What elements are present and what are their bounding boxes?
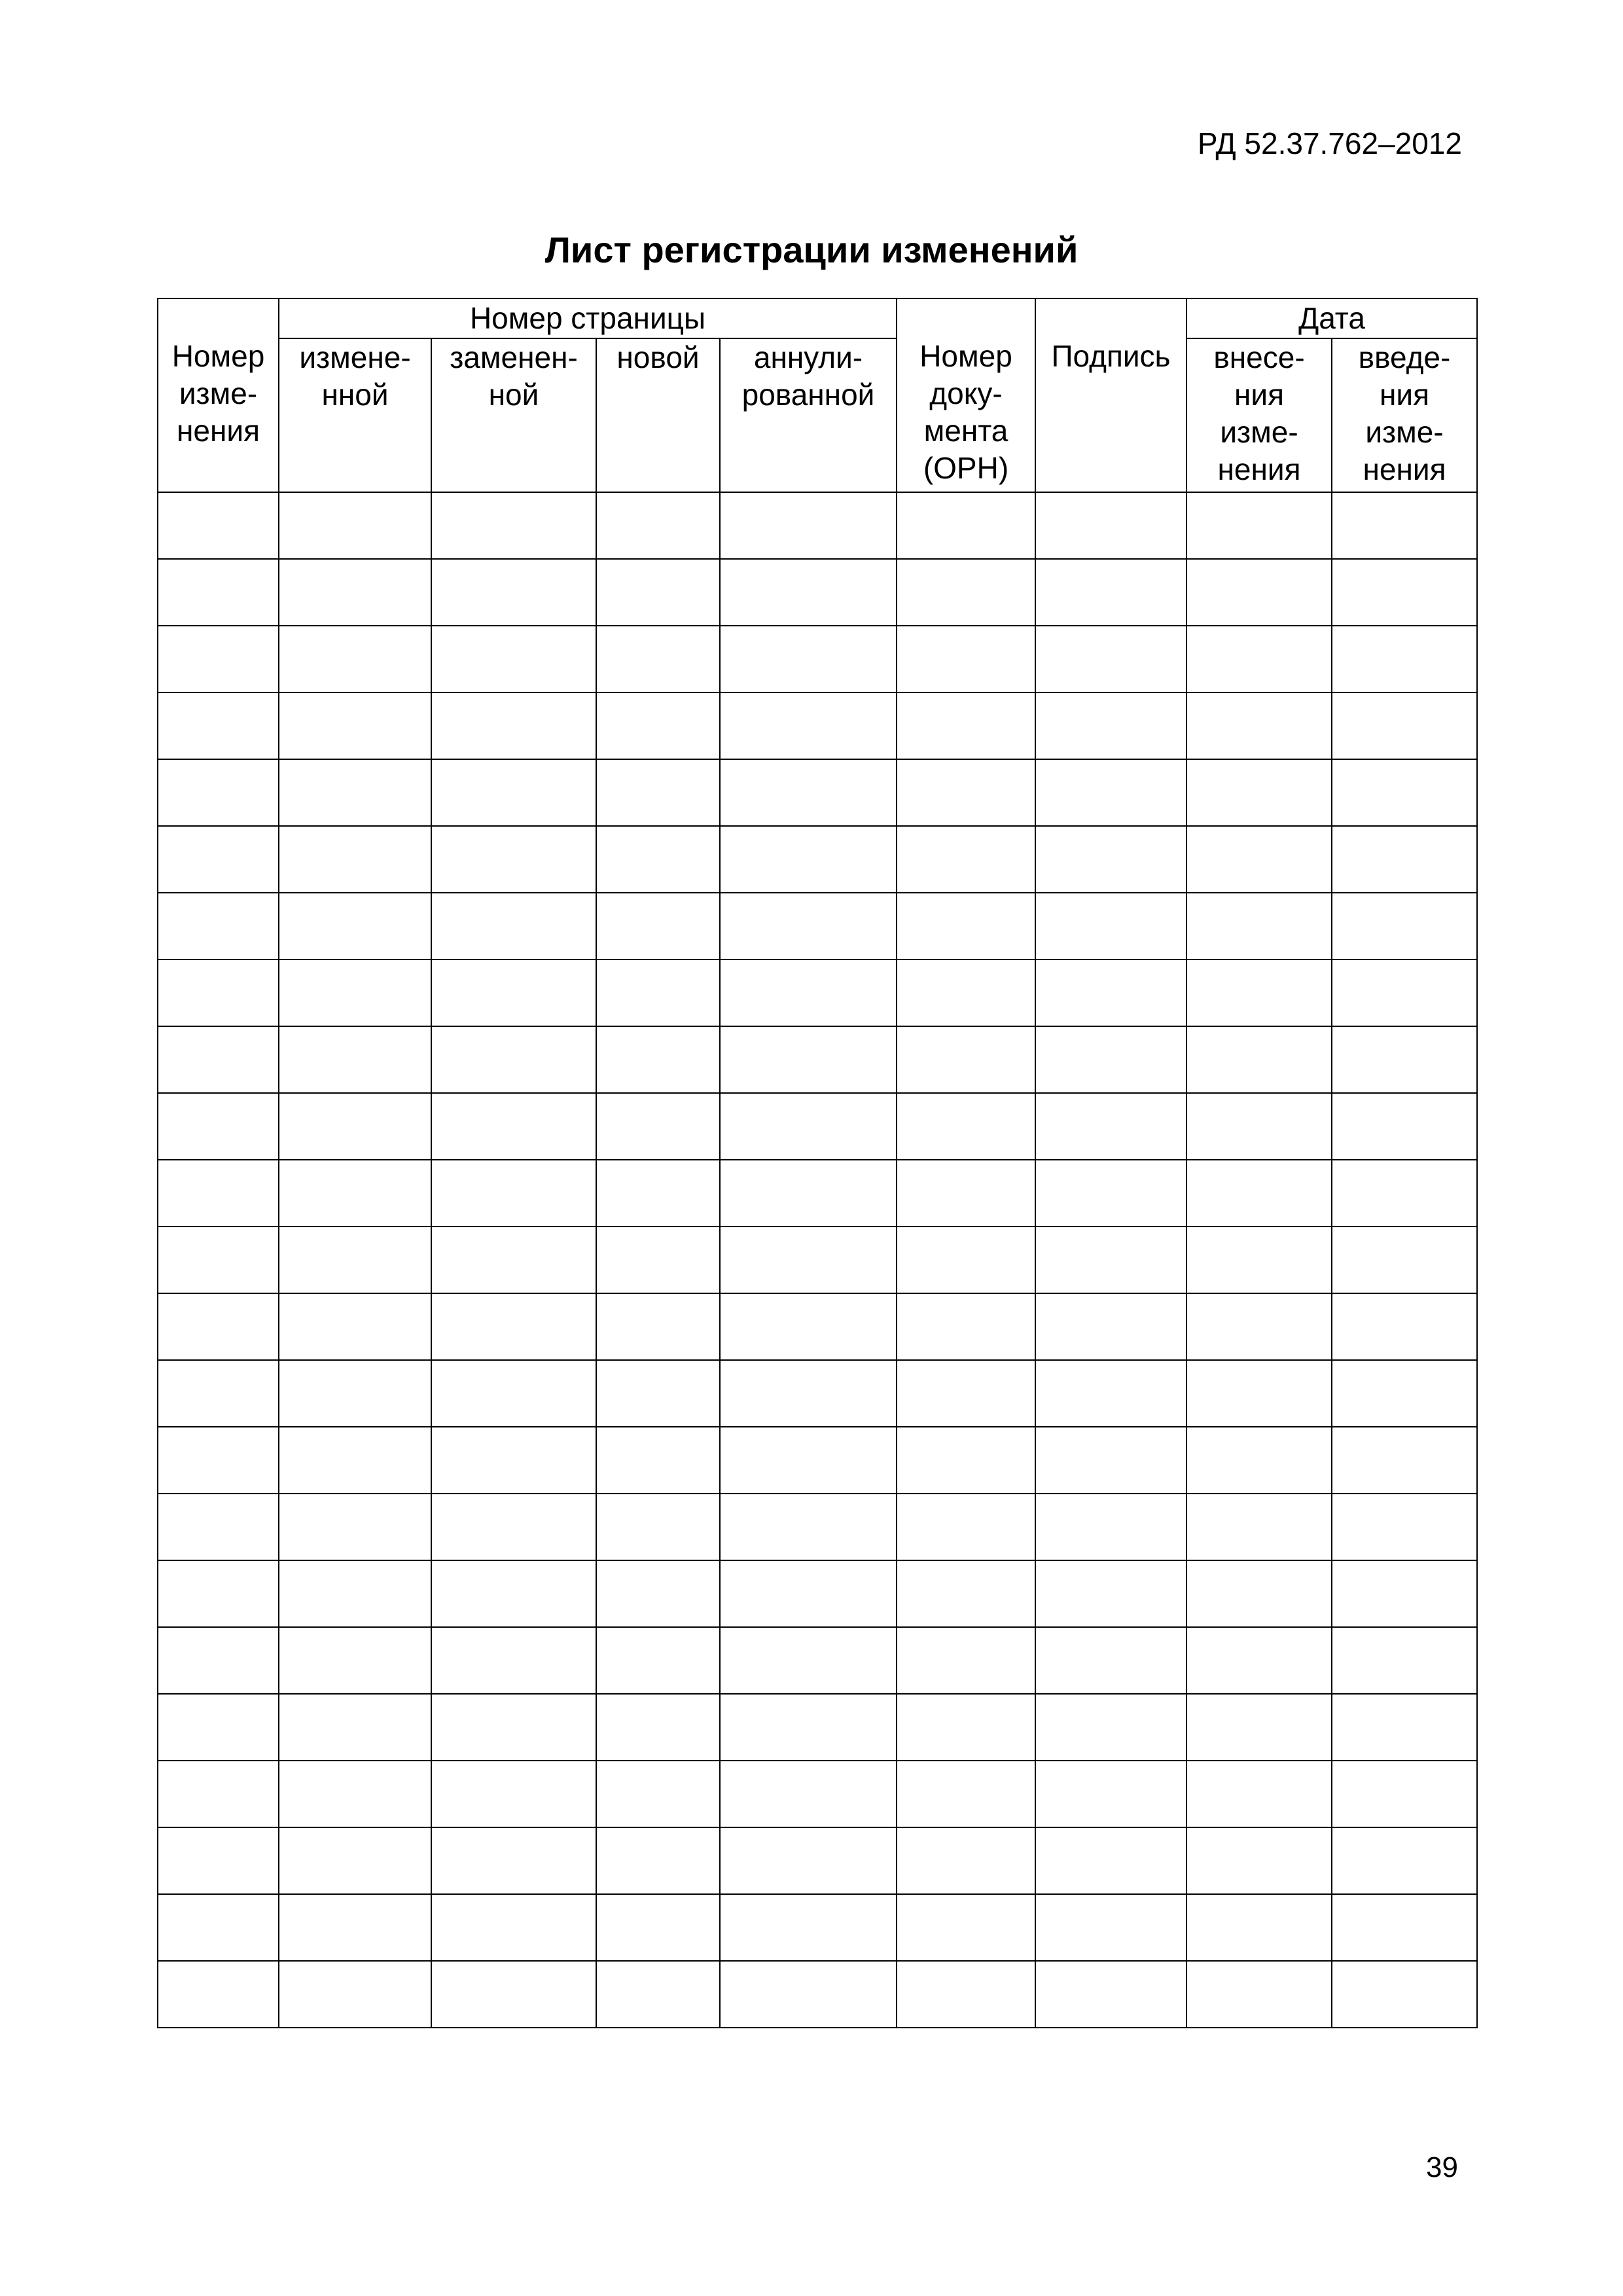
table-cell bbox=[897, 1427, 1035, 1494]
table-cell bbox=[158, 559, 279, 626]
table-cell bbox=[1035, 1894, 1186, 1961]
table-cell bbox=[1186, 1560, 1332, 1627]
table-cell bbox=[1332, 1427, 1477, 1494]
table-cell bbox=[1035, 1227, 1186, 1293]
table-row bbox=[158, 1560, 1477, 1627]
table-cell bbox=[720, 626, 897, 692]
table-cell bbox=[158, 1227, 279, 1293]
table-cell bbox=[279, 692, 431, 759]
table-row bbox=[158, 759, 1477, 826]
table-cell bbox=[897, 626, 1035, 692]
table-cell bbox=[158, 1093, 279, 1160]
table-cell bbox=[1332, 1293, 1477, 1360]
table-cell bbox=[158, 1961, 279, 2028]
table-row bbox=[158, 1360, 1477, 1427]
table-cell bbox=[596, 626, 720, 692]
table-cell bbox=[158, 1894, 279, 1961]
table-cell bbox=[1332, 1227, 1477, 1293]
table-cell bbox=[1332, 1827, 1477, 1894]
table-cell bbox=[596, 492, 720, 559]
table-cell bbox=[279, 1293, 431, 1360]
table-cell bbox=[1332, 1360, 1477, 1427]
table-cell bbox=[431, 960, 596, 1026]
table-cell bbox=[279, 893, 431, 960]
table-cell bbox=[1035, 1427, 1186, 1494]
table-cell bbox=[897, 1894, 1035, 1961]
table-row bbox=[158, 1761, 1477, 1827]
table-cell bbox=[431, 692, 596, 759]
table-cell bbox=[1186, 1761, 1332, 1827]
table-cell bbox=[1186, 1961, 1332, 2028]
table-cell bbox=[720, 1761, 897, 1827]
table-cell bbox=[1035, 626, 1186, 692]
table-row bbox=[158, 1227, 1477, 1293]
table-row bbox=[158, 1961, 1477, 2028]
table-cell bbox=[1035, 1093, 1186, 1160]
table-cell bbox=[279, 1360, 431, 1427]
table-cell bbox=[1035, 759, 1186, 826]
table-cell bbox=[596, 1494, 720, 1560]
table-cell bbox=[897, 1694, 1035, 1761]
table-cell bbox=[279, 826, 431, 893]
table-row bbox=[158, 1293, 1477, 1360]
table-cell bbox=[1035, 1961, 1186, 2028]
table-cell bbox=[431, 1761, 596, 1827]
table-cell bbox=[1035, 1293, 1186, 1360]
table-cell bbox=[279, 1494, 431, 1560]
table-cell bbox=[431, 1360, 596, 1427]
table-cell bbox=[279, 1694, 431, 1761]
table-cell bbox=[1186, 492, 1332, 559]
table-cell bbox=[897, 559, 1035, 626]
table-cell bbox=[720, 1627, 897, 1694]
table-cell bbox=[431, 1961, 596, 2028]
table-cell bbox=[1332, 1627, 1477, 1694]
table-cell bbox=[431, 559, 596, 626]
table-row bbox=[158, 826, 1477, 893]
table-cell bbox=[431, 893, 596, 960]
table-cell bbox=[720, 1427, 897, 1494]
table-cell bbox=[1186, 1093, 1332, 1160]
table-cell bbox=[1332, 1961, 1477, 2028]
table-cell bbox=[158, 1427, 279, 1494]
table-cell bbox=[1186, 1026, 1332, 1093]
table-cell bbox=[431, 1894, 596, 1961]
table-cell bbox=[897, 492, 1035, 559]
table-cell bbox=[1332, 759, 1477, 826]
table-cell bbox=[1186, 1227, 1332, 1293]
table-cell bbox=[1186, 1827, 1332, 1894]
table-cell bbox=[158, 626, 279, 692]
table-cell bbox=[720, 1560, 897, 1627]
change-registration-table bbox=[157, 298, 1478, 2028]
column-header-signature: Подпись bbox=[1035, 298, 1186, 492]
table-cell bbox=[431, 1560, 596, 1627]
table-cell bbox=[1186, 626, 1332, 692]
table-cell bbox=[1186, 1427, 1332, 1494]
table-cell bbox=[596, 1894, 720, 1961]
table-cell bbox=[1332, 1694, 1477, 1761]
table-cell bbox=[1035, 1827, 1186, 1894]
column-header-date-effective: введе- ния изме- нения bbox=[1332, 338, 1477, 492]
table-cell bbox=[897, 1160, 1035, 1227]
table-cell bbox=[897, 893, 1035, 960]
table-cell bbox=[1332, 1026, 1477, 1093]
table-cell bbox=[897, 1560, 1035, 1627]
table-cell bbox=[279, 492, 431, 559]
table-cell bbox=[720, 1961, 897, 2028]
table-cell bbox=[1186, 1694, 1332, 1761]
table-cell bbox=[897, 1293, 1035, 1360]
column-header-changed-page: измене- нной bbox=[279, 338, 431, 492]
table-cell bbox=[596, 1093, 720, 1160]
table-cell bbox=[596, 1293, 720, 1360]
table-cell bbox=[1332, 1494, 1477, 1560]
page-title: Лист регистрации изменений bbox=[544, 229, 1079, 270]
table-cell bbox=[596, 1427, 720, 1494]
table-cell bbox=[1035, 692, 1186, 759]
column-header-document-number: Номер доку- мента (ОРН) bbox=[897, 298, 1035, 492]
table-cell bbox=[596, 1761, 720, 1827]
table-cell bbox=[158, 1627, 279, 1694]
table-cell bbox=[279, 1427, 431, 1494]
table-row bbox=[158, 960, 1477, 1026]
table-cell bbox=[897, 692, 1035, 759]
document-code: РД 52.37.762–2012 bbox=[1197, 126, 1462, 160]
table-cell bbox=[596, 1827, 720, 1894]
table-cell bbox=[720, 1694, 897, 1761]
table-cell bbox=[596, 1694, 720, 1761]
table-cell bbox=[720, 1894, 897, 1961]
table-cell bbox=[158, 1360, 279, 1427]
table-row bbox=[158, 1160, 1477, 1227]
table-cell bbox=[431, 1160, 596, 1227]
table-cell bbox=[279, 960, 431, 1026]
table-cell bbox=[596, 559, 720, 626]
table-cell bbox=[158, 1761, 279, 1827]
table-cell bbox=[720, 559, 897, 626]
table-cell bbox=[1186, 893, 1332, 960]
table-row bbox=[158, 559, 1477, 626]
table-cell bbox=[1186, 692, 1332, 759]
table-cell bbox=[1332, 1560, 1477, 1627]
table-row bbox=[158, 1026, 1477, 1093]
table-cell bbox=[1332, 559, 1477, 626]
table-header bbox=[158, 298, 1477, 492]
table-cell bbox=[897, 1494, 1035, 1560]
table-cell bbox=[431, 1026, 596, 1093]
table-cell bbox=[897, 826, 1035, 893]
table-cell bbox=[279, 1894, 431, 1961]
table-row bbox=[158, 1093, 1477, 1160]
table-cell bbox=[431, 826, 596, 893]
table-cell bbox=[720, 692, 897, 759]
table-cell bbox=[1035, 1026, 1186, 1093]
table-row bbox=[158, 1494, 1477, 1560]
table-cell bbox=[279, 559, 431, 626]
table-cell bbox=[431, 1093, 596, 1160]
table-cell bbox=[897, 1360, 1035, 1427]
table-cell bbox=[1186, 559, 1332, 626]
table-row bbox=[158, 492, 1477, 559]
table-cell bbox=[1332, 1093, 1477, 1160]
table-cell bbox=[279, 1227, 431, 1293]
table-cell bbox=[1186, 759, 1332, 826]
table-cell bbox=[1332, 1761, 1477, 1827]
table-cell bbox=[1332, 960, 1477, 1026]
header-row-bottom bbox=[158, 338, 1477, 492]
table-cell bbox=[1186, 960, 1332, 1026]
table-cell bbox=[279, 1961, 431, 2028]
table-cell bbox=[1332, 692, 1477, 759]
header-row-top bbox=[158, 298, 1477, 338]
table-cell bbox=[720, 759, 897, 826]
table-cell bbox=[431, 492, 596, 559]
table-cell bbox=[897, 1227, 1035, 1293]
column-header-change-number: Номер изме- нения bbox=[158, 298, 279, 492]
table-cell bbox=[431, 626, 596, 692]
table-cell bbox=[1332, 492, 1477, 559]
table-cell bbox=[897, 960, 1035, 1026]
table-cell bbox=[596, 1961, 720, 2028]
table-cell bbox=[1035, 1761, 1186, 1827]
table-cell bbox=[279, 1160, 431, 1227]
column-group-date: Дата bbox=[1186, 298, 1477, 338]
table-cell bbox=[1035, 1160, 1186, 1227]
table-cell bbox=[720, 1494, 897, 1560]
table-cell bbox=[279, 1627, 431, 1694]
table-cell bbox=[720, 1360, 897, 1427]
table-cell bbox=[897, 1827, 1035, 1894]
table-cell bbox=[1332, 1160, 1477, 1227]
column-header-new-page: новой bbox=[596, 338, 720, 492]
table-cell bbox=[596, 1227, 720, 1293]
table-cell bbox=[279, 759, 431, 826]
table-cell bbox=[431, 1227, 596, 1293]
table-cell bbox=[720, 492, 897, 559]
table-cell bbox=[1332, 626, 1477, 692]
table-row bbox=[158, 692, 1477, 759]
table-cell bbox=[431, 1427, 596, 1494]
table-cell bbox=[158, 826, 279, 893]
column-group-page-number: Номер страницы bbox=[279, 298, 897, 338]
table-cell bbox=[1186, 826, 1332, 893]
table-cell bbox=[1035, 893, 1186, 960]
table-cell bbox=[279, 1827, 431, 1894]
table-row bbox=[158, 1627, 1477, 1694]
table-cell bbox=[720, 1227, 897, 1293]
table-cell bbox=[897, 1961, 1035, 2028]
table-cell bbox=[158, 692, 279, 759]
table-cell bbox=[1035, 960, 1186, 1026]
table-cell bbox=[596, 826, 720, 893]
table-cell bbox=[596, 960, 720, 1026]
table-cell bbox=[1332, 1894, 1477, 1961]
table-cell bbox=[158, 759, 279, 826]
table-cell bbox=[596, 759, 720, 826]
table-cell bbox=[1186, 1160, 1332, 1227]
table-cell bbox=[596, 893, 720, 960]
table-cell bbox=[1186, 1360, 1332, 1427]
table-cell bbox=[279, 626, 431, 692]
table-cell bbox=[158, 960, 279, 1026]
table-cell bbox=[158, 1293, 279, 1360]
table-row bbox=[158, 1894, 1477, 1961]
table-cell bbox=[720, 1026, 897, 1093]
table-row bbox=[158, 1694, 1477, 1761]
table-cell bbox=[720, 1827, 897, 1894]
table-cell bbox=[1332, 893, 1477, 960]
column-header-replaced-page: заменен- ной bbox=[431, 338, 596, 492]
table-cell bbox=[158, 1026, 279, 1093]
table-cell bbox=[1035, 1360, 1186, 1427]
page-number: 39 bbox=[1426, 2151, 1458, 2183]
table-body bbox=[158, 492, 1477, 2028]
table-cell bbox=[1186, 1494, 1332, 1560]
table-cell bbox=[897, 1026, 1035, 1093]
table-cell bbox=[431, 1494, 596, 1560]
table-cell bbox=[596, 692, 720, 759]
table-cell bbox=[1035, 1560, 1186, 1627]
table-cell bbox=[158, 1160, 279, 1227]
table-cell bbox=[596, 1360, 720, 1427]
table-cell bbox=[279, 1093, 431, 1160]
table-cell bbox=[720, 893, 897, 960]
table-cell bbox=[1186, 1894, 1332, 1961]
table-row bbox=[158, 626, 1477, 692]
table-cell bbox=[596, 1160, 720, 1227]
table-cell bbox=[1035, 559, 1186, 626]
table-cell bbox=[897, 1093, 1035, 1160]
table-cell bbox=[1035, 826, 1186, 893]
table-cell bbox=[897, 759, 1035, 826]
table-cell bbox=[720, 1093, 897, 1160]
table-cell bbox=[1035, 1494, 1186, 1560]
table-cell bbox=[1035, 1694, 1186, 1761]
table-cell bbox=[158, 1560, 279, 1627]
table-cell bbox=[158, 1827, 279, 1894]
table-cell bbox=[279, 1761, 431, 1827]
table-cell bbox=[1035, 492, 1186, 559]
column-header-annulled-page: аннули- рованной bbox=[720, 338, 897, 492]
table-cell bbox=[596, 1627, 720, 1694]
table-cell bbox=[1186, 1293, 1332, 1360]
table-row bbox=[158, 1427, 1477, 1494]
table-cell bbox=[897, 1627, 1035, 1694]
table-cell bbox=[158, 1494, 279, 1560]
table-row bbox=[158, 1827, 1477, 1894]
table-cell bbox=[1035, 1627, 1186, 1694]
table-cell bbox=[279, 1560, 431, 1627]
table-cell bbox=[279, 1026, 431, 1093]
table-cell bbox=[431, 759, 596, 826]
table-cell bbox=[596, 1026, 720, 1093]
table-cell bbox=[720, 1160, 897, 1227]
table-cell bbox=[431, 1827, 596, 1894]
column-header-date-entry: внесе- ния изме- нения bbox=[1186, 338, 1332, 492]
table-cell bbox=[431, 1627, 596, 1694]
table-cell bbox=[431, 1293, 596, 1360]
table-cell bbox=[1186, 1627, 1332, 1694]
table-cell bbox=[158, 492, 279, 559]
table-cell bbox=[431, 1694, 596, 1761]
table-cell bbox=[596, 1560, 720, 1627]
table-cell bbox=[1332, 826, 1477, 893]
table-cell bbox=[720, 826, 897, 893]
table-cell bbox=[158, 893, 279, 960]
table-row bbox=[158, 893, 1477, 960]
table-cell bbox=[720, 1293, 897, 1360]
table-cell bbox=[158, 1694, 279, 1761]
table-cell bbox=[720, 960, 897, 1026]
table-cell bbox=[897, 1761, 1035, 1827]
